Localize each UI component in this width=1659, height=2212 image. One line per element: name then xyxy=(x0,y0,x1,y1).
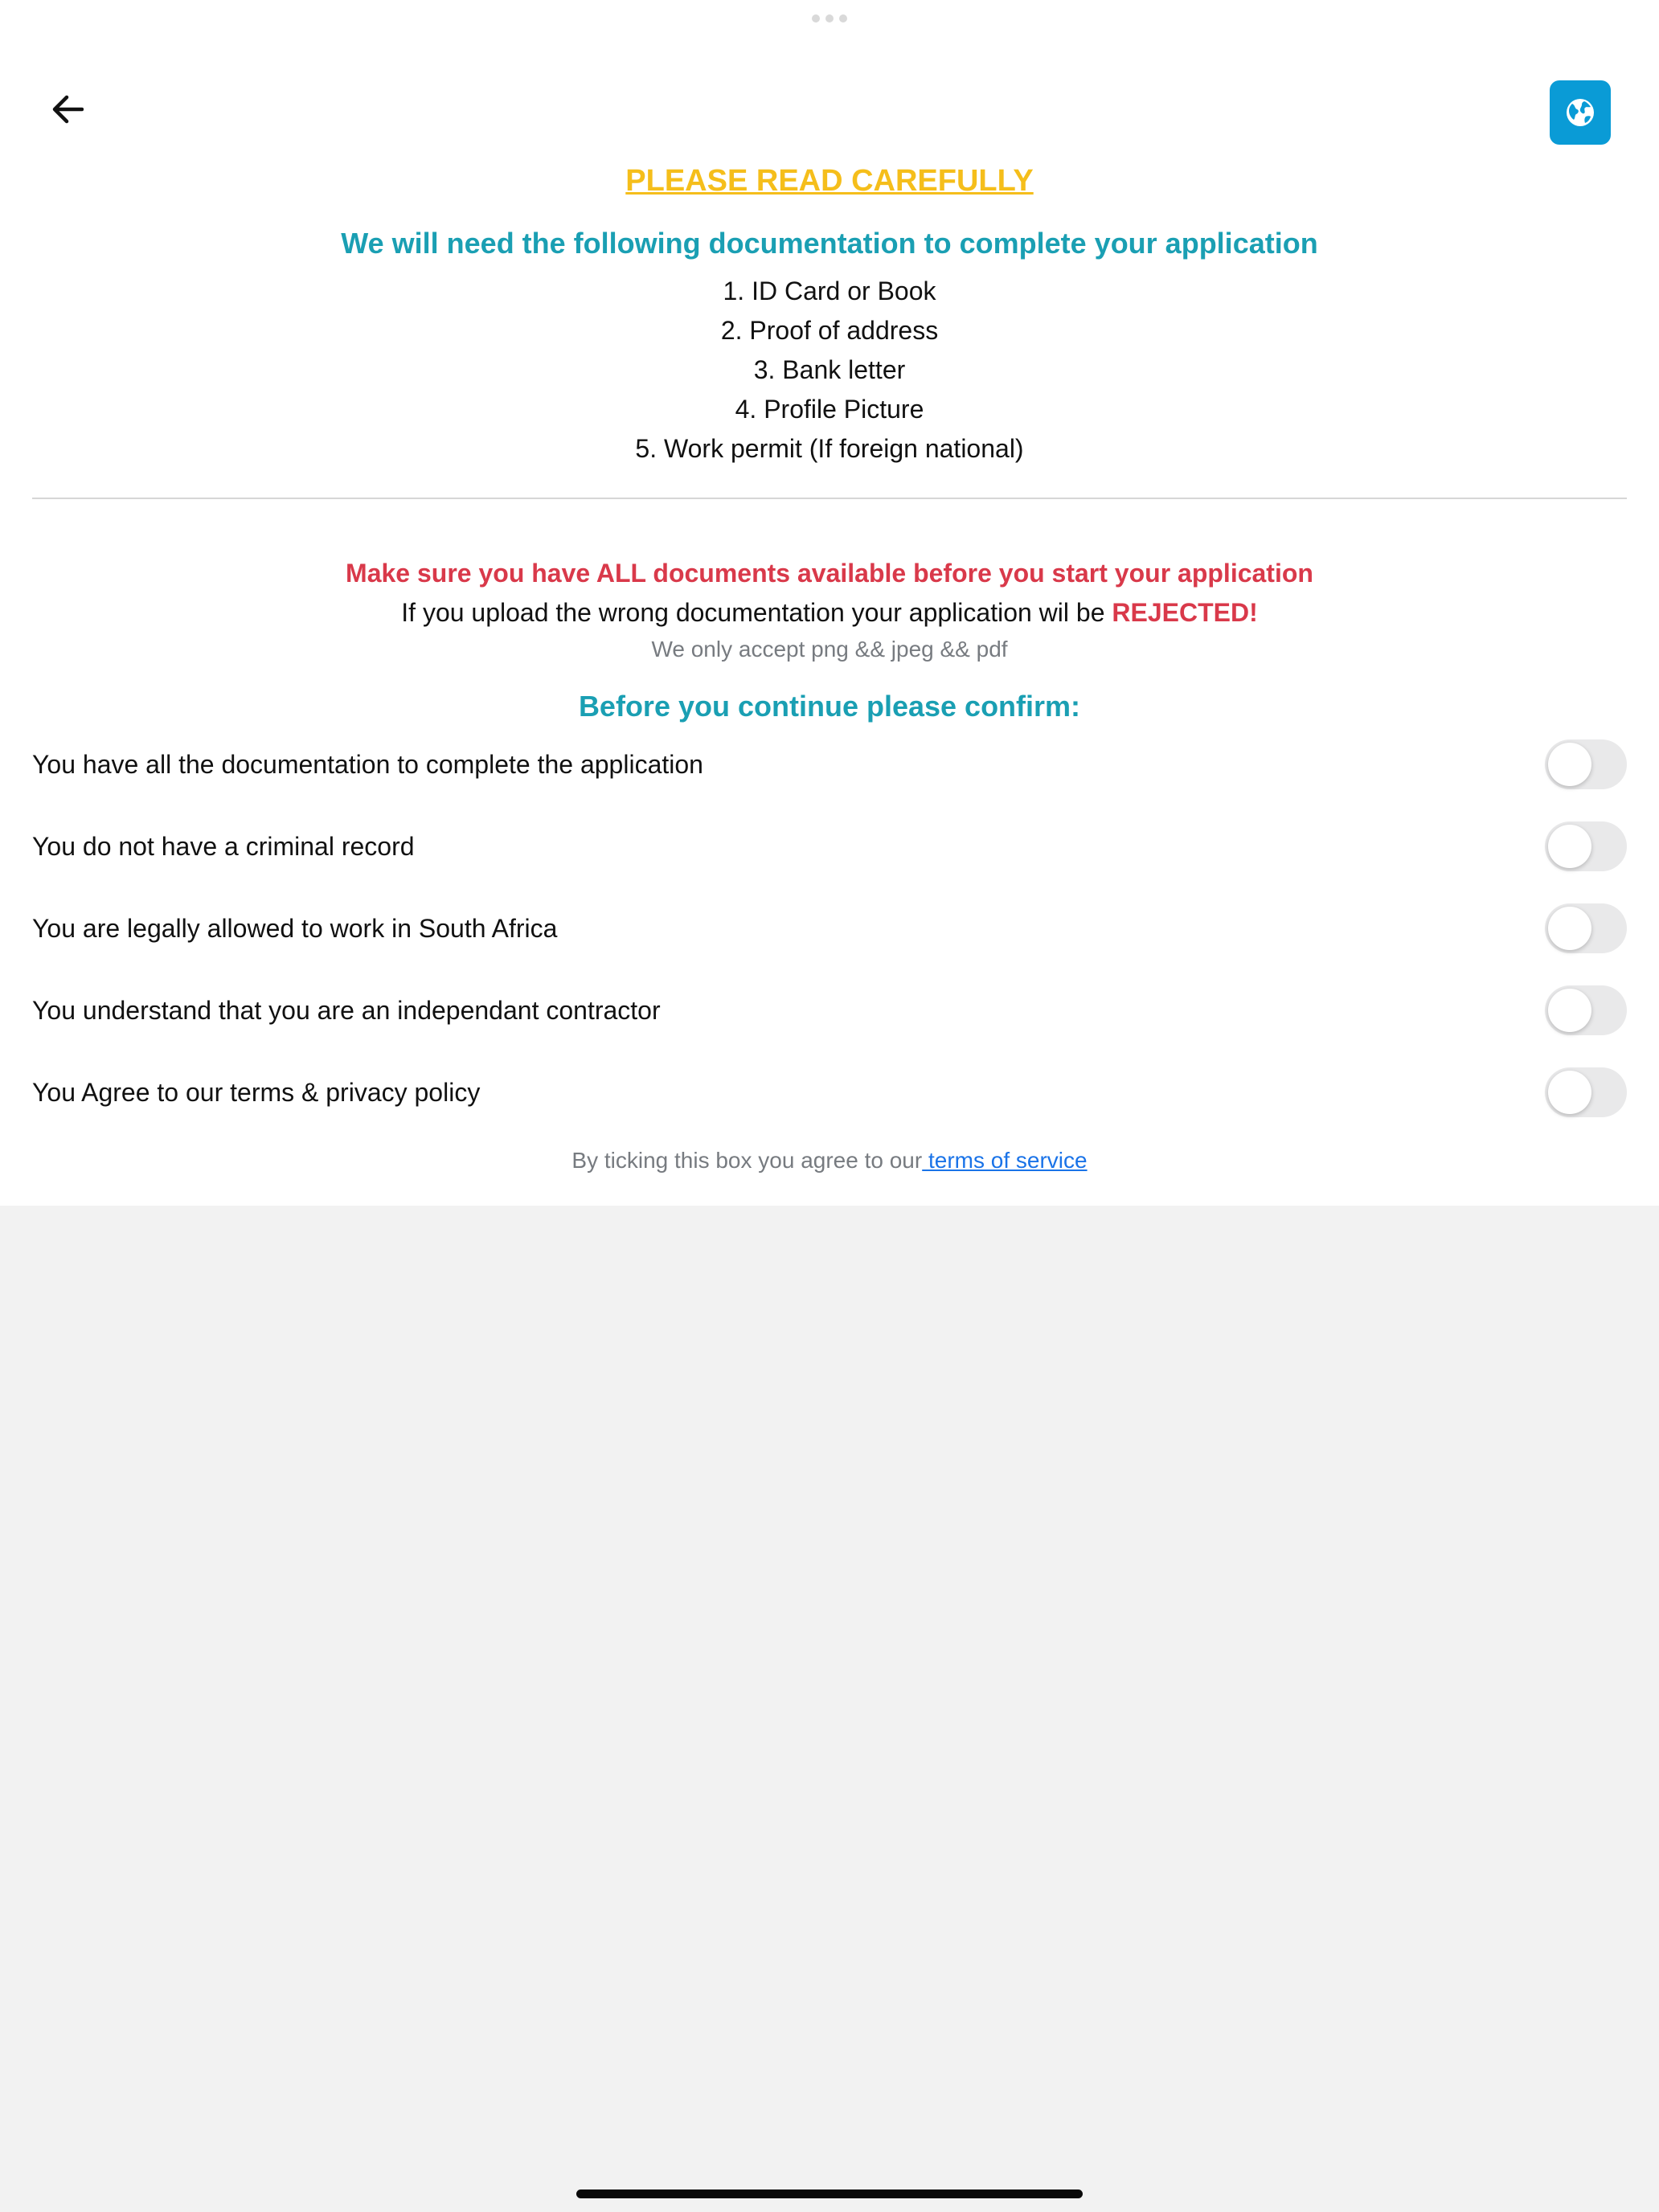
terms-of-service-link[interactable]: terms of service xyxy=(922,1148,1088,1173)
contractor-toggle[interactable] xyxy=(1545,985,1627,1035)
legal-work-toggle[interactable] xyxy=(1545,903,1627,953)
list-item: 3. Bank letter xyxy=(753,355,906,384)
list-item: 5. Work permit (If foreign national) xyxy=(635,434,1024,463)
terms-note-text: By ticking this box you agree to our xyxy=(571,1148,923,1173)
toggle-knob xyxy=(1548,743,1591,786)
confirm-label: You are legally allowed to work in South Africa xyxy=(32,913,558,943)
confirm-row-work-permit xyxy=(32,903,1627,954)
home-indicator[interactable] xyxy=(576,2189,1083,2198)
confirm-label: You have all the documentation to complete the application xyxy=(32,749,703,779)
toggle-knob xyxy=(1548,989,1591,1032)
divider xyxy=(32,498,1627,499)
documents-list xyxy=(0,272,1659,469)
confirm-row-documentation xyxy=(32,739,1627,790)
back-button[interactable] xyxy=(42,84,93,135)
confirm-title: Before you continue please confirm: xyxy=(578,690,1081,723)
confirm-row-terms xyxy=(32,1067,1627,1118)
criminal-record-toggle[interactable] xyxy=(1545,821,1627,871)
globe-icon xyxy=(1565,97,1596,128)
list-item: 1. ID Card or Book xyxy=(723,276,936,305)
toggle-knob xyxy=(1548,1071,1591,1114)
list-item: 2. Proof of address xyxy=(720,316,939,345)
language-button[interactable] xyxy=(1550,80,1611,145)
documentation-toggle[interactable] xyxy=(1545,739,1627,789)
confirm-row-criminal-record xyxy=(32,821,1627,872)
toggle-knob xyxy=(1548,907,1591,950)
confirm-label: You Agree to our terms & privacy policy xyxy=(32,1077,481,1107)
wrong-documentation-warning xyxy=(0,593,1659,632)
documents-heading: We will need the following documentation to complete your application xyxy=(341,227,1318,260)
make-sure-warning: Make sure you have ALL documents available before you start your application xyxy=(346,559,1313,588)
terms-toggle[interactable] xyxy=(1545,1067,1627,1117)
warning-title: PLEASE READ CAREFULLY xyxy=(625,164,1034,198)
confirm-label: You understand that you are an independant contractor xyxy=(32,995,661,1025)
arrow-left-icon xyxy=(51,95,84,124)
confirm-label: You do not have a criminal record xyxy=(32,831,415,861)
list-item: 4. Profile Picture xyxy=(735,395,924,424)
multitasking-handle[interactable] xyxy=(812,14,847,23)
accepted-formats-note: We only accept png && jpeg && pdf xyxy=(651,637,1008,662)
toggle-knob xyxy=(1548,825,1591,868)
rejected-label: REJECTED! xyxy=(1112,598,1258,627)
wrong-documentation-text: If you upload the wrong documentation your application wil be xyxy=(401,598,1112,627)
confirm-row-contractor xyxy=(32,985,1627,1036)
terms-note xyxy=(0,1145,1659,1177)
